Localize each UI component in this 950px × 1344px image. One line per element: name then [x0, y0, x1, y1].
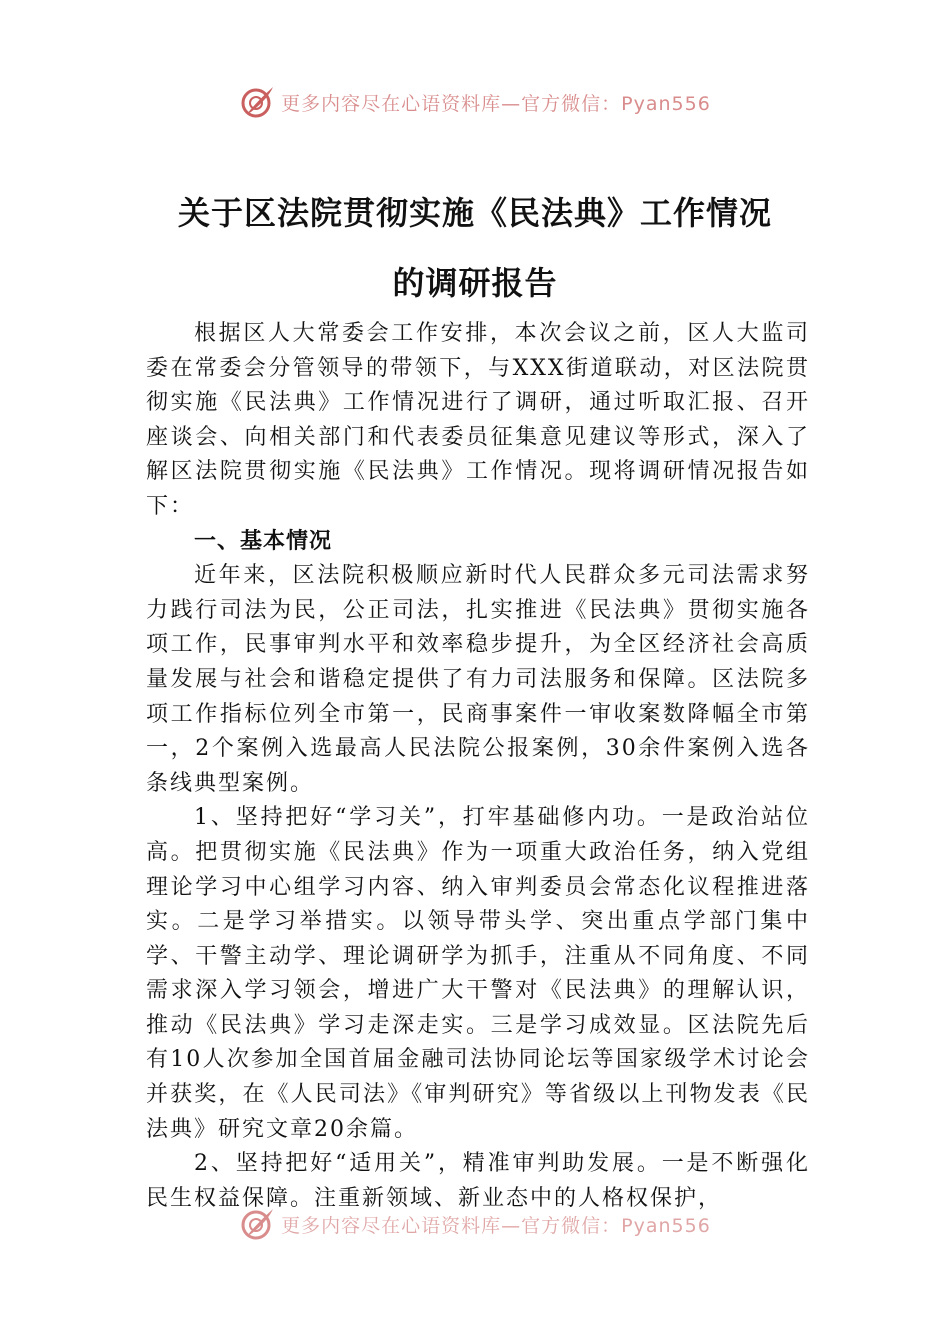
watermark-text: 更多内容尽在心语资料库—官方微信：Pyan556	[281, 92, 711, 115]
quill-seal-icon	[239, 1206, 275, 1242]
intro-paragraph: 根据区人大常委会工作安排，本次会议之前，区人大监司委在常委会分管领导的带领下，与XXX街道联动，对区法院贯彻实施《民法典》工作情况进行了调研，通过听取汇报、召开座谈会、向相关部门和代表委员征集意见建议等形式，深入了解区法院贯彻实施《民法典》工作情况。现将调研情况报告如下：	[146, 321, 810, 519]
document-body	[146, 317, 810, 1216]
watermark-text: 更多内容尽在心语资料库—官方微信：Pyan556	[281, 1214, 711, 1237]
watermark-footer	[0, 1206, 950, 1242]
document-title-line1: 关于区法院贯彻实施《民法典》工作情况	[177, 194, 772, 232]
item-2-paragraph: 2、坚持把好“适用关”，精准审判助发展。一是不断强化民生权益保障。注重新领域、新业态中的人格权保护，	[146, 1151, 810, 1211]
item-1-paragraph: 1、坚持把好“学习关”，打牢基础修内功。一是政治站位高。把贯彻实施《民法典》作为一项重大政治任务，纳入党组理论学习中心组学习内容、纳入审判委员会常态化议程推进落实。二是学习举措实。以领导带头学、突出重点学部门集中学、干警主动学、理论调研学为抓手，注重从不同角度、不同需求深入学习领会，增进广大干警对《民法典》的理解认识，推动《民法典》学习走深走实。三是学习成效显。区法院先后有10人次参加全国首届金融司法协同论坛等国家级学术讨论会并获奖，在《人民司法》《审判研究》等省级以上刊物发表《民法典》研究文章20余篇。	[146, 805, 810, 1142]
overview-paragraph: 近年来，区法院积极顺应新时代人民群众多元司法需求努力践行司法为民，公正司法，扎实推进《民法典》贯彻实施各项工作，民事审判水平和效率稳步提升，为全区经济社会高质量发展与社会和谐稳定提供了有力司法服务和保障。区法院多项工作指标位列全市第一，民商事案件一审收案数降幅全市第一，2个案例入选最高人民法院公报案例，30余件案例入选各条线典型案例。	[146, 563, 810, 796]
section-heading: 一、基本情况	[194, 528, 333, 554]
watermark-header	[0, 84, 950, 120]
document-title-line2: 的调研报告	[392, 264, 558, 302]
quill-seal-icon	[239, 84, 275, 120]
